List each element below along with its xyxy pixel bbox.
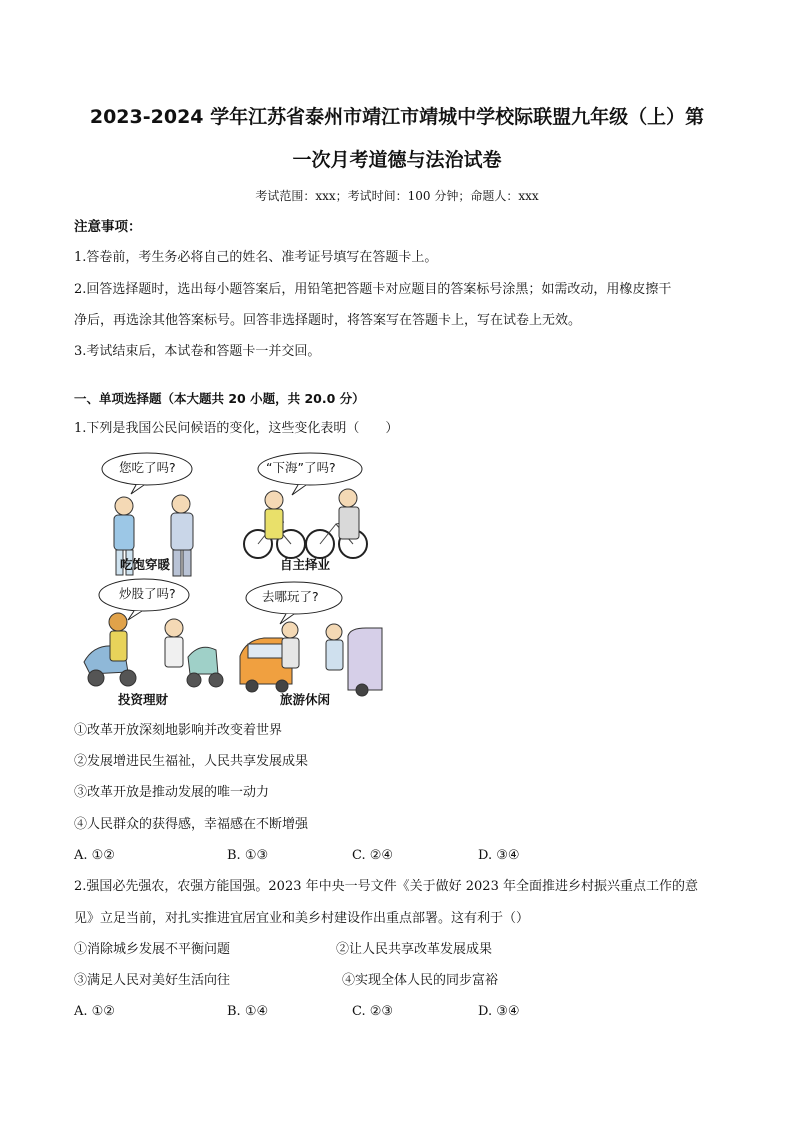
comic-drawing	[76, 452, 386, 714]
bubble-text-3: 炒股了吗?	[119, 586, 176, 601]
notice-item-2-line2: 净后，再选涂其他答案标号。回答非选择题时，将答案写在答题卡上，写在试卷上无效。	[74, 313, 582, 328]
bubble-text-2: “下海”了吗?	[266, 460, 336, 475]
notice-heading: 注意事项：	[74, 219, 142, 235]
bubble-text-1: 您吃了吗?	[119, 460, 176, 475]
notice-item-3: 3.考试结束后，本试卷和答题卡一并交回。	[74, 344, 321, 359]
exam-info: 考试范围：xxx；考试时间：100 分钟；命题人：xxx	[255, 189, 539, 203]
q1-statement-2: ②发展增进民生福祉，人民共享发展成果	[74, 754, 309, 769]
q1-statement-3: ③改革开放是推动发展的唯一动力	[74, 785, 270, 800]
q2-option-b: B. ①④	[227, 1004, 269, 1019]
q2-option-d: D. ③④	[478, 1004, 520, 1019]
q2-statement-1: ①消除城乡发展不平衡问题	[74, 942, 231, 957]
q2-stem-line2: 见》立足当前，对扎实推进宜居宜业和美乡村建设作出重点部署。这有利于（）	[74, 911, 530, 926]
q2-stem-line1: 2.强国必先强农，农强方能国强。2023 年中央一号文件《关于做好 2023 年全面推进乡村振兴重点工作的意	[74, 879, 698, 894]
panel-caption-1: 吃饱穿暖	[120, 557, 171, 572]
exam-title-line1: 2023-2024 学年江苏省泰州市靖江市靖城中学校际联盟九年级（上）第	[89, 106, 705, 128]
panel-caption-3: 投资理财	[118, 692, 169, 707]
q1-option-d: D. ③④	[478, 848, 520, 863]
bubble-text-4: 去哪玩了?	[262, 589, 319, 604]
greeting-comic-image	[76, 452, 386, 714]
q1-option-c: C. ②④	[352, 848, 394, 863]
panel-caption-4: 旅游休闲	[280, 692, 331, 707]
q2-statement-2: ②让人民共享改革发展成果	[336, 942, 493, 957]
q1-statement-1: ①改革开放深刻地影响并改变着世界	[74, 723, 283, 738]
q1-option-b: B. ①③	[227, 848, 269, 863]
q2-statement-3: ③满足人民对美好生活向往	[74, 973, 231, 988]
q1-option-a: A. ①②	[74, 848, 115, 863]
exam-title-line2: 一次月考道德与法治试卷	[292, 149, 502, 171]
notice-item-2-line1: 2.回答选择题时，选出每小题答案后，用铅笔把答题卡对应题目的答案标号涂黑；如需改动，用橡皮擦干	[74, 282, 672, 297]
q1-statement-4: ④人民群众的获得感，幸福感在不断增强	[74, 817, 309, 832]
panel-caption-2: 自主择业	[280, 557, 331, 572]
notice-item-1: 1.答卷前，考生务必将自己的姓名、准考证号填写在答题卡上。	[74, 250, 438, 265]
q2-statement-4: ④实现全体人民的同步富裕	[342, 973, 499, 988]
q2-option-c: C. ②③	[352, 1004, 394, 1019]
section1-heading: 一、单项选择题（本大题共 20 小题，共 20.0 分）	[74, 391, 365, 406]
q2-option-a: A. ①②	[74, 1004, 115, 1019]
q1-stem: 1.下列是我国公民问候语的变化，这些变化表明（ ）	[74, 421, 399, 436]
